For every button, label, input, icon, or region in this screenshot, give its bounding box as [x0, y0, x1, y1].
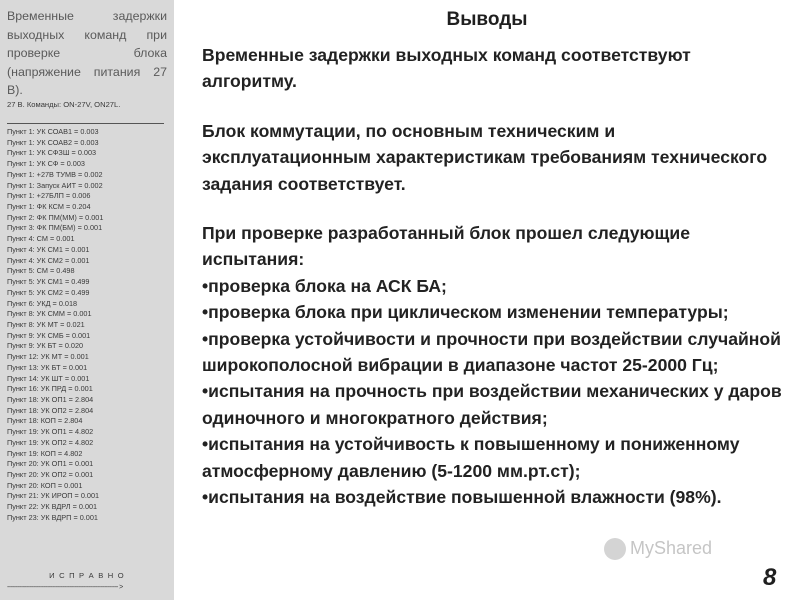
log-entry: Пункт 2: ФК ПМ(ММ) = 0.001 [7, 212, 104, 222]
log-entry: Пункт 5: СМ = 0.498 [7, 266, 75, 276]
left-heading: Временные задержки выходных команд при проверке блока (напряжение питания 27 В). [7, 9, 167, 98]
log-entry: Пункт 19: УК ОП1 = 4.802 [7, 427, 94, 437]
log-entry: Пункт 1: УК СФЗШ = 0.003 [7, 148, 97, 158]
log-entry: Пункт 22: УК ВДРЛ = 0.001 [7, 502, 98, 512]
test-list-item: •испытания на устойчивость к повышенному и пониженному атмосферному давлению (5-1200 мм.рт.ст); [202, 434, 740, 481]
log-entry: Пункт 1: +27БЛП = 0.006 [7, 191, 91, 201]
paragraph-compliance: Блок коммутации, по основным техническим и эксплуатационным характеристикам требованиям технического задания соответствует. [202, 120, 768, 194]
log-entry: Пункт 14: УК ШТ = 0.001 [7, 373, 90, 383]
log-entry: Пункт 3: ФК ПМ(БМ) = 0.001 [7, 223, 103, 233]
log-entry: Пункт 9: УК БТ = 0.020 [7, 341, 84, 351]
log-entry: Пункт 19: КОП = 4.802 [7, 448, 83, 458]
bottom-dashed-line: ---------------------------------------------------------------- > [7, 584, 123, 591]
log-entry: Пункт 1: УК СОАВ1 = 0.003 [7, 127, 99, 136]
divider-line [7, 123, 164, 124]
log-entry: Пункт 20: КОП = 0.001 [7, 480, 83, 490]
test-list-item: •испытания на прочность при воздействии механических у даров одиночного и многократного действия; [202, 381, 782, 428]
log-entry: Пункт 21: УК ИРОП = 0.001 [7, 491, 100, 501]
log-entry: Пункт 5: УК СМ1 = 0.499 [7, 277, 90, 287]
log-entry: Пункт 16: УК ПРД = 0.001 [7, 384, 93, 394]
log-entry: Пункт 23: УК ВДРП = 0.001 [7, 512, 98, 522]
log-entry: Пункт 1: Запуск АИТ = 0.002 [7, 180, 103, 190]
slide-number: 8 [763, 564, 777, 591]
test-list-item: •проверка блока при циклическом изменении температуры; [202, 302, 729, 323]
log-entry: Пункт 9: УК СМБ = 0.001 [7, 330, 91, 340]
log-entry: Пункт 4: УК СМ1 = 0.001 [7, 244, 90, 254]
log-entry: Пункт 5: УК СМ2 = 0.499 [7, 287, 90, 297]
log-entry: Пункт 13: УК БТ = 0.001 [7, 362, 88, 372]
conclusions-body [202, 42, 787, 511]
watermark-text: MyShared [630, 538, 713, 558]
log-entry: Пункт 8: УК МТ = 0.021 [7, 319, 85, 329]
log-entry: Пункт 18: УК ОП1 = 2.804 [7, 394, 94, 404]
slide-title: Выводы [446, 9, 528, 30]
test-list-item: •испытания на воздействие повышенной влажности (98%). [202, 487, 722, 508]
log-entry: Пункт 6: УКД = 0.018 [7, 298, 78, 308]
log-entry: Пункт 18: КОП = 2.804 [7, 416, 83, 426]
commands-line: 27 В. Команды: ON-27V, ON27L. [7, 100, 121, 109]
log-entry: Пункт 12: УК МТ = 0.001 [7, 352, 89, 362]
paragraph-tests-intro: При проверке разработанный блок прошел следующие испытания: [202, 223, 690, 270]
watermark-logo-icon [604, 538, 626, 560]
left-panel [0, 0, 174, 600]
log-entry: Пункт 1: +27В ТУМВ = 0.002 [7, 169, 103, 179]
watermark [604, 538, 712, 560]
test-list-item: •проверка блока на АСК БА; [202, 275, 447, 296]
log-entry: Пункт 20: УК ОП2 = 0.001 [7, 470, 94, 479]
log-entry: Пункт 20: УК ОП1 = 0.001 [7, 459, 94, 469]
log-entry: Пункт 1: ФК КСМ = 0.204 [7, 202, 91, 212]
paragraph-algorithm: Временные задержки выходных команд соответствуют алгоритму. [202, 45, 691, 92]
log-entry: Пункт 1: УК СФ = 0.003 [7, 159, 85, 169]
test-list-item: •проверка устойчивости и прочности при воздействии случайной широкополосной вибрации в диапазоне частот 25-2000 Гц; [202, 328, 781, 376]
delay-log [7, 127, 103, 524]
log-entry: Пункт 8: УК СММ = 0.001 [7, 309, 92, 319]
log-entry: Пункт 4: СМ = 0.001 [7, 234, 75, 244]
log-entry: Пункт 19: УК ОП2 = 4.802 [7, 437, 94, 447]
log-entry: Пункт 18: УК ОП2 = 2.804 [7, 405, 94, 415]
tests-list [202, 273, 787, 511]
log-entry: Пункт 4: УК СМ2 = 0.001 [7, 255, 90, 265]
log-entry: Пункт 1: УК СОАВ2 = 0.003 [7, 137, 99, 147]
status-text: И С П Р А В Н О [49, 571, 125, 580]
